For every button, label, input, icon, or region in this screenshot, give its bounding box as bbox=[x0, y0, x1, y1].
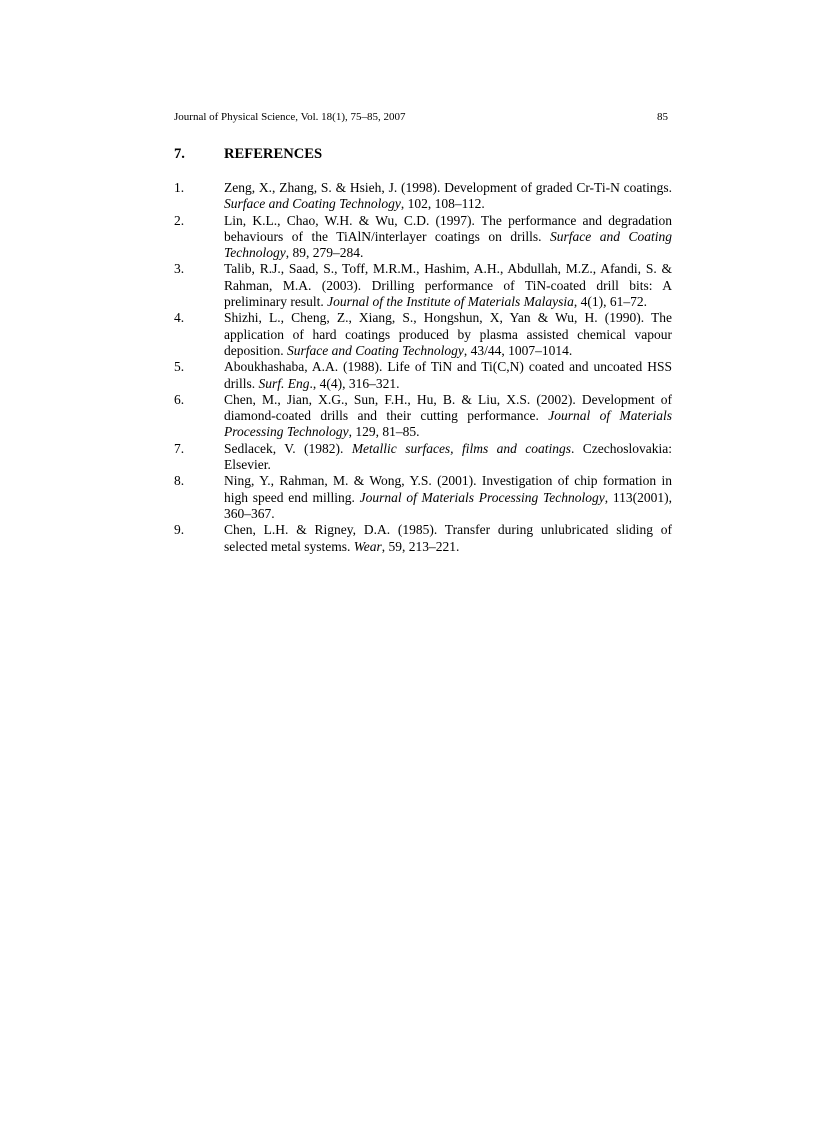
section-title: REFERENCES bbox=[224, 146, 323, 162]
reference-item bbox=[174, 522, 672, 555]
reference-number: 8. bbox=[174, 473, 185, 489]
page-number: 85 bbox=[657, 111, 668, 123]
section-number: 7. bbox=[174, 146, 185, 162]
reference-number: 2. bbox=[174, 212, 185, 228]
reference-source: Metallic surfaces, films and coatings bbox=[351, 440, 572, 456]
reference-text: Chen, L.H. & Rigney, D.A. (1985). Transfer during unlubricated sliding of selected metal systems. Wear, 59, 213–221. bbox=[224, 522, 672, 554]
reference-text: Ning, Y., Rahman, M. & Wong, Y.S. (2001). Investigation of chip formation in high speed end milling. Journal of Materials Processing Technology, 113(2001), 360–367. bbox=[224, 473, 673, 521]
reference-list bbox=[174, 180, 672, 555]
reference-item bbox=[174, 359, 672, 392]
reference-source: Surface and Coating Technology bbox=[224, 196, 401, 212]
reference-item bbox=[174, 310, 672, 359]
reference-number: 1. bbox=[174, 180, 185, 195]
reference-item bbox=[174, 180, 672, 213]
reference-number: 9. bbox=[174, 522, 185, 538]
reference-text: Zeng, X., Zhang, S. & Hsieh, J. (1998). Development of graded Cr-Ti-N coatings. Surface and Coating Technology, 102, 108–112. bbox=[224, 180, 672, 212]
reference-number: 4. bbox=[174, 310, 185, 326]
reference-source: Surface and Coating Technology bbox=[224, 228, 672, 261]
reference-source: Wear bbox=[353, 538, 382, 554]
reference-number: 5. bbox=[174, 359, 185, 375]
reference-number: 6. bbox=[174, 391, 185, 407]
reference-text: Talib, R.J., Saad, S., Toff, M.R.M., Hashim, A.H., Abdullah, M.Z., Afandi, S. & Rahman, M.A. (2003). Drilling performance of TiN-coated drill bits: A preliminary result. Journal of the Institute of Materials Malaysia, 4(1), 61–72. bbox=[224, 261, 672, 310]
reference-source: Surface and Coating Technology bbox=[287, 342, 464, 358]
reference-text: Aboukhashaba, A.A. (1988). Life of TiN and Ti(C,N) coated and uncoated HSS drills. Surf. Eng., 4(4), 316–321. bbox=[224, 359, 672, 391]
journal-citation: Journal of Physical Science, Vol. 18(1), 75–85, 2007 bbox=[174, 111, 406, 123]
reference-text: Chen, M., Jian, X.G., Sun, F.H., Hu, B. & Liu, X.S. (2002). Development of diamond-coated drills and their cutting performance. Journal of Materials Processing Technology, 129, 81–85. bbox=[224, 391, 672, 440]
reference-item bbox=[174, 261, 672, 310]
reference-item bbox=[174, 441, 672, 474]
reference-source: Surf. Eng bbox=[258, 375, 310, 391]
reference-source: Journal of Materials Processing Technology bbox=[359, 489, 605, 505]
reference-number: 3. bbox=[174, 261, 185, 277]
reference-text: Shizhi, L., Cheng, Z., Xiang, S., Hongshun, X, Yan & Wu, H. (1990). The application of hard coatings produced by plasma assisted chemical vapour deposition. Surface and Coating Technology, 43/44, 1007–1014. bbox=[224, 310, 672, 358]
reference-item bbox=[174, 213, 672, 262]
reference-text: Lin, K.L., Chao, W.H. & Wu, C.D. (1997). The performance and degradation behaviours of the TiAlN/interlayer coatings on drills. Surface and Coating Technology, 89, 279–284. bbox=[224, 212, 672, 261]
reference-source: Journal of Materials Processing Technology bbox=[224, 408, 672, 440]
reference-item bbox=[174, 473, 672, 522]
reference-number: 7. bbox=[174, 440, 185, 456]
reference-item bbox=[174, 392, 672, 441]
reference-source: Journal of the Institute of Materials Malaysia bbox=[327, 294, 574, 310]
reference-text: Sedlacek, V. (1982). Metallic surfaces, films and coatings. Czechoslovakia: Elsevier. bbox=[224, 440, 673, 473]
